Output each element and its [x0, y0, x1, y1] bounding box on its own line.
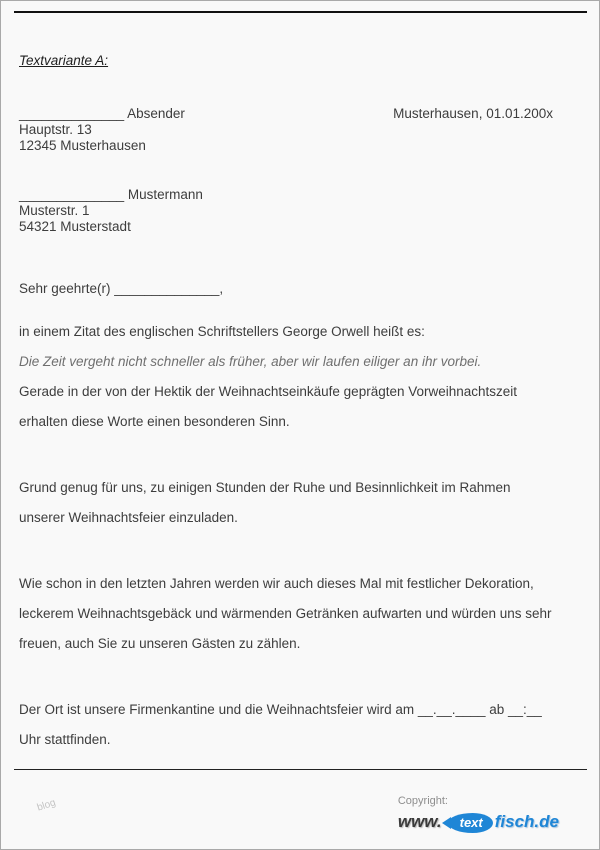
letter-content [19, 1, 553, 791]
paragraph-quote-block [19, 317, 553, 437]
recipient-city: 54321 Musterstadt [19, 219, 131, 234]
recipient-name-line: ______________ Mustermann [19, 187, 203, 202]
paragraph-details: Wie schon in den letzten Jahren werden wir auch dieses Mal mit festlicher Dekoration, leckerem Weihnachtsgebäck und wärmenden Getränken aufwarten und würden uns sehr freuen, auch Sie zu unseren Gästen zu zählen. [19, 576, 552, 651]
fish-icon: text [448, 813, 493, 833]
variant-heading: Textvariante A: [19, 53, 109, 68]
sender-name-line: ______________ Absender [19, 106, 185, 121]
salutation: Sehr geehrte(r) ______________, [19, 281, 224, 296]
paragraph-date-time: Der Ort ist unsere Firmenkantine und die Weihnachtsfeier wird am __.__.____ ab __:__ Uhr stattfinden. [19, 702, 542, 747]
logo-www-text: www. [397, 812, 442, 832]
quote-comment: Gerade in der von der Hektik der Weihnachtseinkäufe geprägten Vorweihnachtszeit erhalten diese Worte einen besonderen Sinn. [19, 384, 518, 429]
paragraph-invitation: Grund genug für uns, zu einigen Stunden der Ruhe und Besinnlichkeit im Rahmen unserer Weihnachtsfeier einzuladen. [19, 480, 511, 525]
quote-intro-line: in einem Zitat des englischen Schriftstellers George Orwell heißt es: [19, 324, 425, 339]
recipient-block [19, 187, 553, 235]
recipient-street: Musterstr. 1 [19, 203, 90, 218]
sender-city: 12345 Musterhausen [19, 138, 146, 153]
sender-date-row [19, 106, 553, 122]
logo-fisch-text: fisch.de [494, 812, 559, 832]
orwell-quote: Die Zeit vergeht nicht schneller als früher, aber wir laufen eiliger an ihr vorbei. [19, 354, 482, 369]
sender-street: Hauptstr. 13 [19, 122, 92, 137]
footer-divider [14, 769, 587, 770]
copyright-label: Copyright: [397, 795, 448, 808]
date-line: Musterhausen, 01.01.200x [393, 106, 553, 121]
footer-branding [398, 795, 559, 833]
blog-watermark: blog [35, 797, 58, 814]
textfisch-logo [398, 812, 559, 833]
